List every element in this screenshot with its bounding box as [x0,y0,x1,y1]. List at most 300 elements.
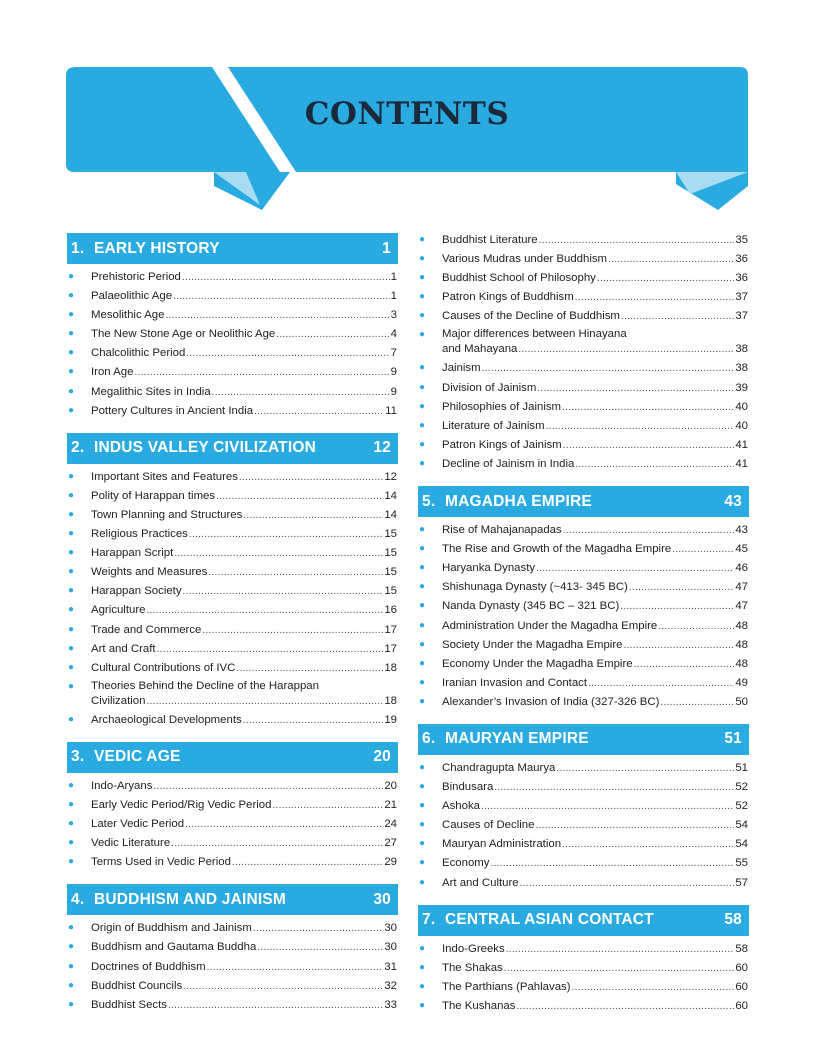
toc-entry [418,978,749,997]
section-number: 5. [422,492,436,510]
section-title: BUDDHISM AND JAINISM [94,890,287,908]
toc-list [67,468,398,730]
toc-entry [418,816,749,835]
section-page-number: 58 [724,911,742,929]
entry-page-number: 52 [735,781,748,794]
bullet-icon: ● [68,328,75,340]
toc-entry [418,231,749,250]
section-page-number: 12 [373,439,391,457]
bullet-icon: ● [68,798,75,810]
section-header [67,742,398,773]
entry-page-number: 24 [384,818,397,831]
entry-page-number: 41 [735,438,748,451]
entry-page-number: 3 [390,309,397,322]
dot-leader [232,854,383,872]
entry-title: Trade and Commerce [91,623,202,636]
toc-entry [67,287,398,306]
toc-entry [67,796,398,815]
entry-page-number: 39 [735,381,748,394]
entry-title: Doctrines of Buddhism [91,960,206,973]
toc-entry [67,525,398,544]
entry-title: Important Sites and Features [91,470,238,483]
entry-title: Later Vedic Period [91,818,185,831]
section-header [67,233,398,264]
toc-entry [67,777,398,796]
dot-leader [182,269,390,287]
toc-entry [418,288,749,307]
bullet-icon: ● [68,585,75,597]
entry-page-number: 60 [735,961,748,974]
entry-page-number: 37 [735,291,748,304]
entry-title: Mauryan Administration [442,838,562,851]
bullet-icon: ● [68,661,75,673]
bullet-icon: ● [419,562,426,574]
entry-title: Literature of Jainism [442,419,545,432]
bullet-icon: ● [68,566,75,578]
dot-leader [276,326,389,344]
entry-page-number: 1 [390,271,397,283]
bullet-icon: ● [419,457,426,469]
entry-page-number: 58 [735,942,748,955]
entry-title: Rise of Mahajanapadas [442,524,562,537]
entry-page-number: 38 [735,343,748,356]
entry-page-number: 55 [735,857,748,870]
entry-page-number: 48 [735,619,748,632]
toc-entry [67,601,398,620]
bullet-icon: ● [419,581,426,593]
entry-title: Origin of Buddhism and Jainism [91,922,252,935]
entry-title: Buddhist Councils [91,979,183,992]
toc-entry [418,940,749,959]
bullet-icon: ● [419,819,426,831]
toc-entry [418,559,749,578]
dot-leader [183,978,383,996]
dot-leader [660,694,734,712]
entry-title: Religious Practices [91,528,188,541]
dot-leader [520,875,735,893]
entry-page-number: 47 [735,581,748,594]
bullet-icon: ● [68,547,75,559]
entry-title: Nanda Dynasty (345 BC – 321 BC) [442,600,620,613]
section-title: CENTRAL ASIAN CONTACT [445,911,654,929]
section-page-number: 43 [724,492,742,510]
entry-title: Palaeolithic Age [91,290,173,303]
bullet-icon: ● [419,272,426,284]
section-title: INDUS VALLEY CIVILIZATION [94,439,317,457]
toc-section [67,884,398,1014]
bullet-icon: ● [68,385,75,397]
toc-entry [67,834,398,853]
toc-entry [418,835,749,854]
dot-leader [257,939,383,957]
bullet-icon: ● [68,818,75,830]
entry-page-number: 52 [735,800,748,813]
bullet-icon: ● [419,800,426,812]
bullet-icon: ● [68,528,75,540]
section-header [418,486,749,517]
dot-leader [153,778,383,796]
toc-entry [418,359,749,378]
bullet-icon: ● [68,680,75,692]
entry-page-number: 7 [390,347,397,360]
dot-leader [157,641,384,659]
entry-page-number: 48 [735,638,748,651]
section-header [418,724,749,755]
toc-entry [67,711,398,730]
dot-leader [186,345,389,363]
bullet-icon: ● [68,642,75,654]
dot-leader [173,288,390,306]
bullet-icon: ● [419,438,426,450]
dot-leader [629,579,734,597]
entry-page-number: 40 [735,400,748,413]
toc-entry [67,306,398,325]
toc-entry [418,250,749,269]
entry-page-number: 14 [384,508,397,521]
entry-title: Alexander’s Invasion of India (327-326 BC) [442,695,660,708]
dot-leader [254,403,384,421]
entry-page-number: 29 [384,856,397,869]
entry-page-number: 14 [384,489,397,502]
entry-page-number: 15 [384,547,397,560]
bullet-icon: ● [68,508,75,520]
section-number: 3. [71,748,85,766]
bullet-icon: ● [68,941,75,953]
bullet-icon: ● [68,713,75,725]
bullet-icon: ● [419,234,426,245]
entry-title: Vedic Literature [91,837,171,850]
entry-title: Early Vedic Period/Rig Vedic Period [91,798,272,811]
dot-leader [575,456,734,474]
entry-title: Various Mudras under Buddhism [442,253,608,266]
entry-page-number: 9 [390,385,397,398]
section-page-number: 51 [724,730,742,748]
entry-page-number: 1 [390,290,397,303]
bullet-icon: ● [419,400,426,412]
toc-entry [67,468,398,487]
entry-title: Causes of the Decline of Buddhism [442,310,620,323]
toc-list [418,231,749,474]
dot-leader [608,251,734,269]
toc-entry [418,417,749,436]
dot-leader [171,835,383,853]
section-page-number: 1 [382,239,391,257]
bullet-icon: ● [68,470,75,482]
bullet-icon: ● [419,961,426,973]
entry-title: Economy Under the Magadha Empire [442,657,633,670]
bullet-icon: ● [419,980,426,992]
entry-title: Buddhist Sects [91,998,167,1011]
toc-entry [418,617,749,636]
bullet-icon: ● [419,695,426,707]
section-title: EARLY HISTORY [94,239,220,257]
dot-leader [146,694,383,709]
entry-title: The Parthians (Pahlavas) [442,980,571,993]
toc-entry [418,997,749,1016]
toc-entry [418,307,749,326]
toc-section [67,742,398,872]
entry-title: Society Under the Magadha Empire [442,638,623,651]
entry-title: The Kushanas [442,999,516,1012]
toc-entry [418,521,749,540]
entry-title: Town Planning and Structures [91,508,243,521]
entry-title: Polity of Harappan times [91,489,216,502]
entry-title: Jainism [442,362,481,375]
bullet-icon: ● [68,604,75,616]
section-number: 6. [422,730,436,748]
entry-title: Ashoka [442,800,480,813]
entry-page-number: 45 [735,543,748,556]
dot-leader [562,399,734,417]
toc-section [67,233,398,421]
entry-page-number: 37 [735,310,748,323]
entry-page-number: 33 [384,998,397,1011]
dot-leader [516,998,734,1016]
entry-page-number: 36 [735,253,748,266]
bullet-icon: ● [68,309,75,321]
entry-title: and Mahayana [442,343,518,356]
dot-leader [482,360,735,378]
toc-entry [418,778,749,797]
dot-leader [672,541,734,559]
bullet-icon: ● [419,638,426,650]
dot-leader [236,660,383,678]
dot-leader [202,622,383,640]
dot-leader [506,941,735,959]
toc-entry [418,693,749,712]
entry-title: Indo-Greeks [442,942,505,955]
entry-title: Haryanka Dynasty [442,562,536,575]
entry-title: Iranian Invasion and Contact [442,676,588,689]
toc-entry [418,959,749,978]
toc-entry [418,326,749,359]
toc-entry [67,506,398,525]
toc-section [418,486,749,712]
bullet-icon: ● [68,837,75,849]
dot-leader [146,602,383,620]
bullet-icon: ● [419,381,426,393]
entry-page-number: 60 [735,980,748,993]
toc-entry [418,398,749,417]
toc-entry [67,977,398,996]
entry-title: Pottery Cultures in Ancient India [91,404,254,417]
entry-page-number: 40 [735,419,748,432]
dot-leader [563,522,735,540]
toc-entry [418,379,749,398]
entry-page-number: 12 [384,470,397,483]
entry-title: Administration Under the Magadha Empire [442,619,658,632]
toc-entry [418,655,749,674]
section-number: 7. [422,911,436,929]
bullet-icon: ● [68,779,75,791]
entry-page-number: 4 [390,328,397,341]
toc-section-continued [418,231,749,474]
toc-entry [418,269,749,288]
entry-page-number: 30 [384,941,397,954]
bullet-icon: ● [419,291,426,303]
entry-page-number: 49 [735,676,748,689]
toc-list [418,940,749,1016]
entry-page-number: 21 [384,798,397,811]
toc-entry [418,540,749,559]
entry-page-number: 30 [384,922,397,935]
dot-leader [597,270,734,288]
entry-title: Buddhism and Gautama Buddha [91,941,257,954]
entry-title: The Shakas [442,961,503,974]
entry-page-number: 43 [735,524,748,537]
toc-entry [67,487,398,506]
toc-entry [67,363,398,382]
page-title: CONTENTS [304,96,510,132]
section-page-number: 20 [373,748,391,766]
toc-entry [67,659,398,678]
toc-entry [418,759,749,778]
dot-leader [556,760,734,778]
left-column [67,233,398,1027]
entry-title: Buddhist School of Philosophy [442,272,596,285]
bullet-icon: ● [68,998,75,1010]
bullet-icon: ● [419,619,426,631]
dot-leader [216,488,383,506]
entry-title: Harappan Society [91,585,182,598]
dot-leader [174,545,383,563]
toc-entry [67,582,398,601]
entry-page-number: 11 [385,404,397,417]
entry-title: Decline of Jainism in India [442,457,575,470]
section-title: MAURYAN EMPIRE [445,730,589,748]
section-number: 4. [71,890,85,908]
bullet-icon: ● [419,857,426,869]
entry-page-number: 36 [735,272,748,285]
toc-entry [67,996,398,1015]
entry-title: Cultural Contributions of IVC [91,661,236,674]
dot-leader [621,308,734,326]
bullet-icon: ● [419,362,426,374]
entry-title: Megalithic Sites in India [91,385,211,398]
entry-page-number: 51 [735,761,748,774]
bullet-icon: ● [68,347,75,359]
bullet-icon: ● [419,676,426,688]
dot-leader [535,817,734,835]
toc-entry [418,455,749,474]
toc-entry [67,402,398,421]
dot-leader [494,779,734,797]
dot-leader [243,712,384,730]
toc-entry [418,578,749,597]
bullet-icon: ● [68,623,75,635]
toc-entry [67,853,398,872]
dot-leader [658,618,734,636]
section-page-number: 30 [373,890,391,908]
dot-leader [168,997,383,1015]
bullet-icon: ● [68,489,75,501]
entry-page-number: 38 [735,362,748,375]
bullet-icon: ● [68,366,75,378]
dot-leader [572,979,735,997]
entry-title: The Rise and Growth of the Magadha Empire [442,543,672,556]
entry-title: Buddhist Literature [442,234,538,246]
entry-title: Art and Culture [442,876,519,889]
toc-entry [418,797,749,816]
bullet-icon: ● [68,979,75,991]
dot-leader [185,816,383,834]
entry-page-number: 41 [735,457,748,470]
entry-title: The New Stone Age or Neolithic Age [91,328,276,341]
toc-entry [67,544,398,563]
toc-entry [67,268,398,287]
entry-title: Harappan Script [91,547,174,560]
bullet-icon: ● [419,329,426,341]
toc-entry [418,674,749,693]
entry-title: Weights and Measures [91,566,208,579]
entry-title: Shishunaga Dynasty (~413- 345 BC) [442,581,628,594]
dot-leader [243,507,383,525]
dot-leader [253,920,384,938]
bullet-icon: ● [68,856,75,868]
entry-title-line1: Theories Behind the Decline of the Harappan [91,679,319,692]
entry-title-line1: Major differences between Hinayana [442,328,627,341]
entry-page-number: 31 [384,960,397,973]
toc-entry [67,919,398,938]
entry-page-number: 27 [384,837,397,850]
entry-page-number: 18 [384,661,397,674]
toc-entry [67,621,398,640]
dot-leader [134,364,389,382]
dot-leader [539,232,735,250]
bullet-icon: ● [419,310,426,322]
entry-page-number: 15 [384,585,397,598]
toc-list [67,919,398,1014]
bullet-icon: ● [419,253,426,265]
toc-section [67,433,398,730]
toc-list [418,759,749,893]
bullet-icon: ● [419,876,426,888]
entry-title: Philosophies of Jainism [442,400,562,413]
entry-title: Iron Age [91,366,134,379]
entry-title: Civilization [91,694,146,707]
entry-page-number: 46 [735,562,748,575]
toc-entry [418,636,749,655]
entry-page-number: 9 [390,366,397,379]
toc-list [67,777,398,872]
dot-leader [208,564,383,582]
bullet-icon: ● [419,942,426,954]
entry-title: Chalcolithic Period [91,347,186,360]
bullet-icon: ● [68,271,75,282]
entry-title: Archaeological Developments [91,713,242,726]
section-number: 1. [71,239,85,257]
toc-entry [67,563,398,582]
entry-page-number: 20 [384,779,397,792]
dot-leader [588,675,734,693]
bullet-icon: ● [419,419,426,431]
section-header [67,433,398,464]
entry-title: Agriculture [91,604,146,617]
toc-entry [67,325,398,344]
dot-leader [518,342,734,357]
entry-title: Terms Used in Vedic Period [91,856,231,869]
entry-title: Art and Craft [91,642,156,655]
dot-leader [562,836,734,854]
bullet-icon: ● [419,761,426,773]
entry-title: Indo-Aryans [91,779,153,792]
toc-entry [418,436,749,455]
toc-section [418,905,749,1016]
bullet-icon: ● [68,922,75,934]
entry-page-number: 19 [384,713,397,726]
dot-leader [183,583,384,601]
bullet-icon: ● [419,657,426,669]
